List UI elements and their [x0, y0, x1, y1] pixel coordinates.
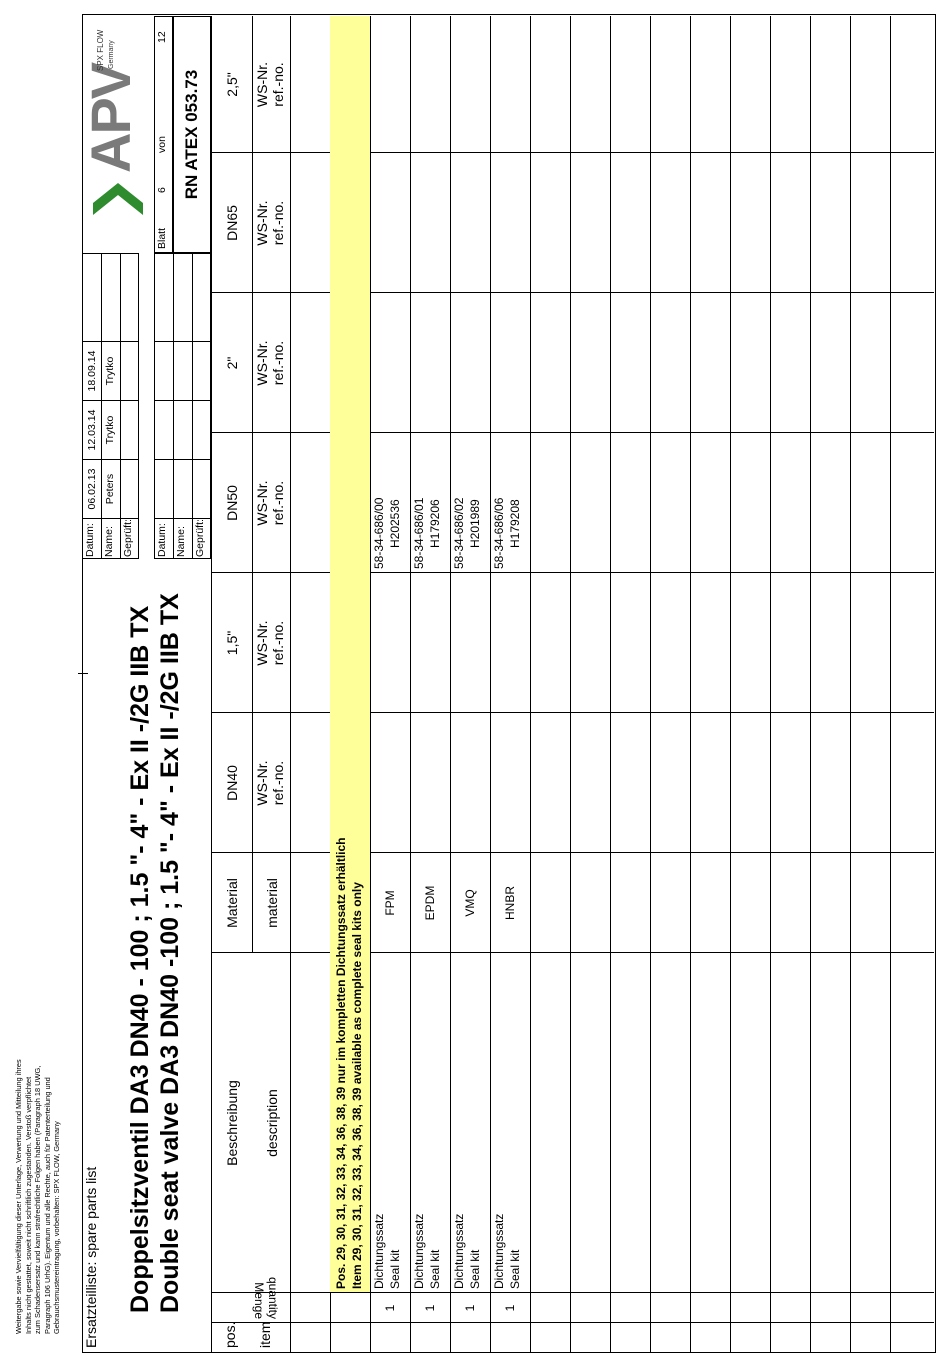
ws-nr-label: WS-Nr.: [254, 480, 270, 526]
notice-de: Pos. 29, 30, 31, 32, 33, 34, 36, 38, 39 nur im kompletten Dichtungssatz erhältlich: [334, 837, 348, 1289]
apv-logo: [79, 16, 154, 253]
item-qty: 1: [503, 1304, 517, 1312]
logo-company: SPX FLOW: [96, 29, 105, 71]
col-item: item: [257, 1321, 273, 1348]
ws-header-3: [254, 433, 286, 573]
item-desc-de: Dichtungssatz: [372, 1213, 386, 1289]
item-qty: 1: [423, 1304, 437, 1312]
rev-name-1: Peters: [104, 473, 116, 505]
title-en: Double seat valve DA3 DN40 -100 ; 1.5 "- 4" - Ex II -/2G IIB TX: [156, 593, 184, 1313]
rev-name-3: Trytko: [104, 356, 116, 386]
ws-nr-label: WS-Nr.: [254, 61, 270, 108]
col-size-2in: 2": [224, 356, 240, 370]
rev-date-1: 06.02.13: [86, 468, 98, 510]
item-desc-en: Seal kit: [388, 1249, 402, 1289]
col-pos: pos.: [222, 1321, 238, 1348]
ref-no-label: ref.-no.: [270, 62, 286, 107]
sheet-row: [154, 16, 173, 253]
ws-header-1: [254, 713, 286, 853]
item-desc-en: Seal kit: [468, 1249, 482, 1289]
col-size-dn65: DN65: [224, 205, 240, 241]
ws-nr-label: WS-Nr.: [254, 340, 270, 386]
item-desc-en: Seal kit: [428, 1249, 442, 1289]
item-material: FPM: [383, 890, 397, 916]
rev-date-2: 12.03.14: [86, 409, 98, 451]
item-ref-no: H179206: [428, 499, 442, 548]
ref-no-label: ref.-no.: [270, 340, 286, 386]
item-ws-nr: 58-34-686/02: [452, 497, 466, 569]
list-label: Ersatzteilliste: spare parts list: [83, 1166, 99, 1348]
chevron-icon: [88, 165, 148, 225]
title-de: Doppelsitzventil DA3 DN40 - 100 ; 1.5 "- 4" - Ex II -/2G IIB TX: [126, 605, 154, 1313]
col-size-dn50: DN50: [224, 485, 240, 521]
col-quantity: quantity: [266, 1276, 280, 1319]
rev-date-3: 18.09.14: [86, 350, 98, 392]
appr-name-label: Name:: [175, 526, 187, 557]
col-beschreibung: Beschreibung: [224, 1080, 240, 1166]
logo-brand: APV: [79, 63, 142, 173]
item-desc-de: Dichtungssatz: [492, 1213, 506, 1289]
appr-date-label: Datum:: [156, 523, 168, 557]
ws-header-6: [254, 16, 286, 153]
appr-checked-label: Geprüft:: [194, 519, 206, 557]
notice-en: Item 29, 30, 31, 32, 33, 34, 36, 38, 39 available as complete seal kits only: [350, 882, 364, 1289]
item-desc-de: Dichtungssatz: [412, 1213, 426, 1289]
col-material-en: material: [263, 878, 280, 928]
rev-name-2: Trytko: [104, 415, 116, 445]
ref-no-label: ref.-no.: [270, 760, 286, 806]
item-qty: 1: [463, 1304, 477, 1312]
ref-no-label: ref.-no.: [270, 620, 286, 666]
item-desc-en: Seal kit: [508, 1249, 522, 1289]
item-material: VMQ: [463, 889, 477, 917]
col-size-1-5in: 1,5": [224, 630, 240, 656]
ws-nr-label: WS-Nr.: [254, 620, 270, 666]
rev-date-label: Datum:: [84, 523, 96, 557]
item-material: EPDM: [423, 885, 437, 921]
sheet-page: 6: [156, 187, 168, 193]
item-ws-nr: 58-34-686/01: [412, 497, 426, 569]
ws-nr-label: WS-Nr.: [254, 760, 270, 806]
ws-header-2: [254, 573, 286, 713]
rev-name-label: Name:: [103, 526, 115, 557]
ws-nr-label: WS-Nr.: [254, 200, 270, 246]
item-desc-de: Dichtungssatz: [452, 1213, 466, 1289]
item-ws-nr: 58-34-686/00: [372, 497, 386, 569]
spare-parts-sheet: [79, 13, 937, 1353]
item-ref-no: H201989: [468, 499, 482, 548]
col-size-dn40: DN40: [224, 765, 240, 801]
col-menge: Menge: [252, 1282, 266, 1319]
sheet-von-label: von: [156, 136, 168, 153]
ref-no-label: ref.-no.: [270, 480, 286, 526]
item-qty: 1: [383, 1304, 397, 1312]
ws-header-4: [254, 293, 286, 433]
sheet-total: 12: [156, 31, 168, 43]
rev-checked-label: Geprüft:: [122, 519, 134, 557]
col-description: description: [263, 1089, 280, 1157]
item-ws-nr: 58-34-686/06: [492, 497, 506, 569]
logo-country: Germany: [108, 40, 115, 69]
legal-notice-strip: [0, 0, 88, 1354]
approval-frame: [154, 253, 211, 559]
ref-no-label: ref.-no.: [270, 200, 286, 246]
ws-header-5: [254, 153, 286, 293]
item-material: HNBR: [503, 886, 517, 921]
sheet-blatt-label: Blatt: [156, 227, 168, 249]
col-material-de: Material: [224, 878, 240, 928]
doc-number: RN ATEX 053.73: [173, 16, 211, 253]
legal-notice: Weitergabe sowie Vervielfältigung dieser Unterlage, Verwertung und Mitteilung ihres Inhalts nicht gestattet, soweit nicht schriftlich zugestanden. Verstoß verpflichtet zum Schadensersatz und kann strafrechtliche Folgen haben (Paragraph 18 UWG, Paragraph 106 UrhG). Eigentum und alle Rechte, auch für Patenterteilung und Gebrauchsmustereintragung, vorbehalten: SPX FLOW, Germany: [14, 1059, 62, 1334]
item-ref-no: H202536: [388, 499, 402, 548]
col-size-2-5in: 2,5": [224, 72, 240, 97]
item-ref-no: H179208: [508, 499, 522, 548]
